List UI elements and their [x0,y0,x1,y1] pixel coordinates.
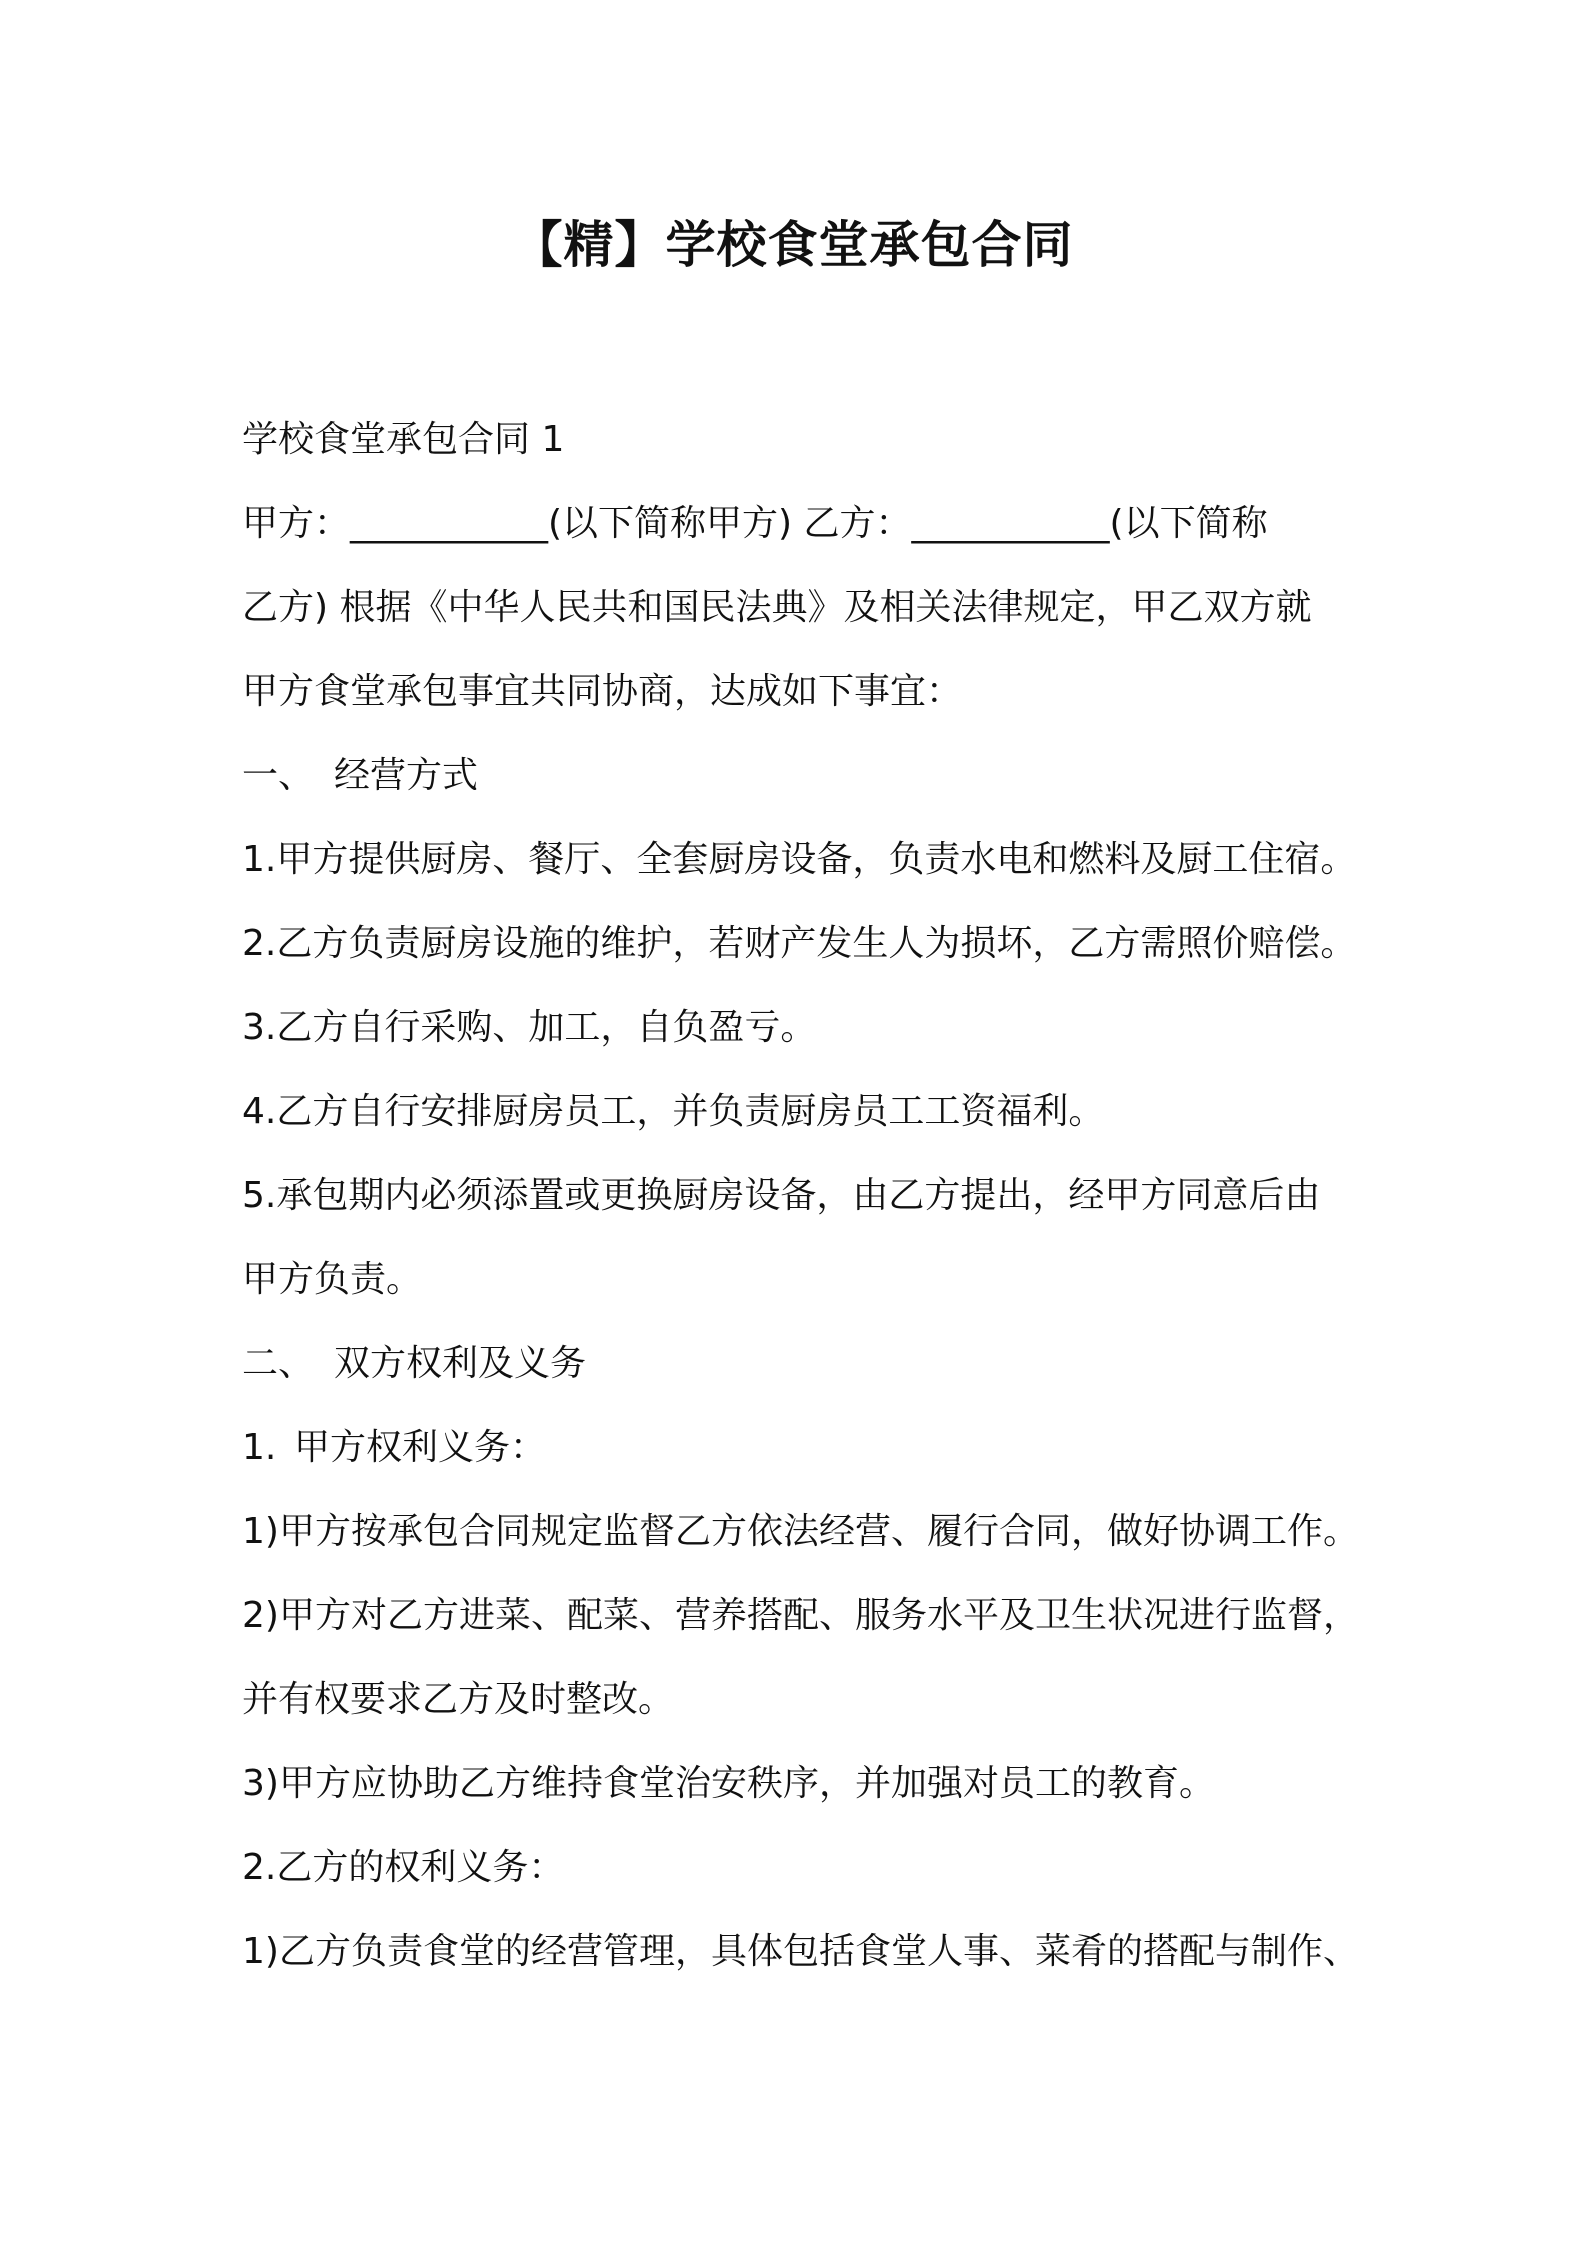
clause-item: 甲方负责。 [242,1259,423,1300]
intro-paragraph-line: 甲方：___________(以下简称甲方) 乙方：___________(以下简称 [242,503,1268,544]
clause-item: 5.承包期内必须添置或更换厨房设备，由乙方提出，经甲方同意后由 [242,1175,1321,1216]
section-number: 一、 [242,755,315,796]
clause-item: 1.甲方提供厨房、餐厅、全套厨房设备，负责水电和燃料及厨工住宿。 [242,839,1357,880]
clause-item: 1)甲方按承包合同规定监督乙方依法经营、履行合同，做好协调工作。 [242,1511,1359,1552]
clause-item: 4.乙方自行安排厨房员工，并负责厨房员工工资福利。 [242,1091,1105,1132]
clause-item: 并有权要求乙方及时整改。 [242,1679,675,1720]
section-heading-rights-obligations [242,1322,1352,1406]
intro-paragraph-line: 乙方) 根据《中华人民共和国民法典》及相关法律规定，甲乙双方就 [242,587,1312,628]
subsection-heading-text: 甲方权利义务： [294,1427,547,1468]
clause-item: 3.乙方自行采购、加工，自负盈亏。 [242,1007,817,1048]
section-number: 二、 [242,1343,315,1384]
subsection-number: 1. [242,1427,277,1468]
document-title: 【精】学校食堂承包合同 [512,216,1074,274]
subsection-heading-party-a [242,1406,1352,1490]
section-heading-text: 经营方式 [334,755,479,796]
contract-subtitle: 学校食堂承包合同 1 [242,419,565,460]
clause-item: 1)乙方负责食堂的经营管理，具体包括食堂人事、菜肴的搭配与制作、 [242,1931,1359,1972]
section-heading-operation-mode [242,734,1352,818]
subsection-heading-party-b: 2.乙方的权利义务： [242,1847,565,1888]
intro-paragraph-line: 甲方食堂承包事宜共同协商，达成如下事宜： [242,671,963,712]
clause-item: 2)甲方对乙方进菜、配菜、营养搭配、服务水平及卫生状况进行监督， [242,1595,1359,1636]
document-body [242,398,1359,1994]
section-heading-text: 双方权利及义务 [334,1343,587,1384]
clause-item: 3)甲方应协助乙方维持食堂治安秩序，并加强对员工的教育。 [242,1763,1215,1804]
clause-item: 2.乙方负责厨房设施的维护，若财产发生人为损坏，乙方需照价赔偿。 [242,923,1357,964]
